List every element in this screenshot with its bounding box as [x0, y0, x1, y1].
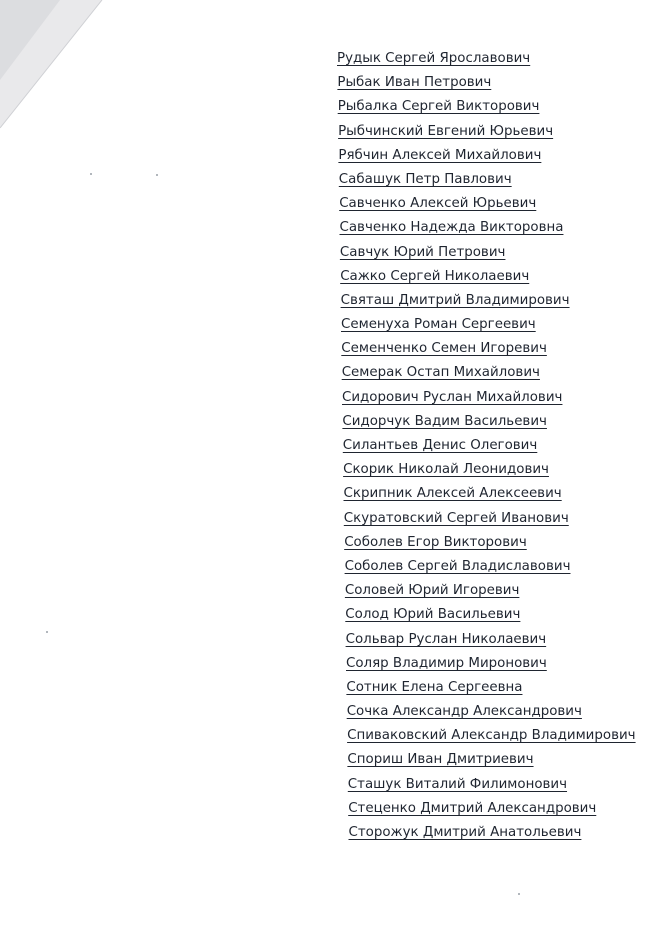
name-text: Рябчин Алексей Михайлович: [338, 147, 542, 163]
name-text: Соляр Владимир Миронович: [346, 655, 547, 671]
name-text: Сидорчук Вадим Васильевич: [342, 413, 547, 429]
name-entry: [337, 387, 636, 411]
name-entry: [337, 72, 636, 96]
names-list: [337, 48, 636, 846]
name-text: Савченко Надежда Викторовна: [339, 220, 564, 236]
name-text: Рыбак Иван Петрович: [337, 75, 492, 91]
name-entry: [337, 556, 636, 580]
name-text: Спиваковский Александр Владимирович: [347, 728, 636, 744]
name-text: Скрипник Алексей Алексеевич: [343, 486, 562, 502]
name-text: Рудык Сергей Ярославович: [337, 51, 531, 66]
name-text: Рыбалка Сергей Викторович: [337, 99, 540, 115]
name-text: Соболев Сергей Владиславович: [344, 558, 571, 574]
name-text: Сочка Александр Александрович: [346, 704, 582, 720]
name-entry: [337, 701, 636, 725]
name-text: Семенченко Семен Игоревич: [341, 341, 547, 357]
name-text: Сидорович Руслан Михайлович: [342, 389, 563, 405]
name-text: Скуратовский Сергей Иванович: [343, 510, 569, 526]
name-entry: [337, 121, 636, 145]
name-text: Святаш Дмитрий Владимирович: [340, 292, 570, 308]
name-entry: [337, 362, 636, 386]
name-entry: [337, 314, 636, 338]
name-entry: [337, 677, 636, 701]
name-entry: [337, 266, 636, 290]
name-text: Сольвар Руслан Николаевич: [345, 631, 547, 647]
name-entry: [337, 48, 636, 72]
name-text: Соловей Юрий Игоревич: [344, 583, 520, 599]
name-text: Сташук Виталий Филимонович: [347, 776, 568, 792]
name-entry: [337, 604, 636, 628]
name-entry: [337, 629, 636, 653]
name-entry: [337, 483, 636, 507]
name-text: Силантьев Денис Олегович: [342, 438, 538, 453]
name-entry: [337, 749, 636, 773]
name-text: Сторожук Дмитрий Анатольевич: [348, 825, 582, 840]
name-entry: [337, 798, 636, 822]
scan-speck: [46, 631, 48, 633]
name-entry: [337, 822, 636, 846]
scan-speck: [90, 173, 92, 175]
name-entry: [337, 193, 636, 217]
name-text: Спориш Иван Дмитриевич: [347, 752, 534, 768]
name-entry: [337, 580, 636, 604]
name-text: Сажко Сергей Николаевич: [340, 268, 530, 284]
name-entry: [337, 532, 636, 556]
name-entry: [337, 435, 636, 459]
name-entry: [337, 169, 636, 193]
name-entry: [337, 242, 636, 266]
name-text: Савчук Юрий Петрович: [339, 244, 506, 260]
name-entry: [337, 774, 636, 798]
name-entry: [337, 411, 636, 435]
name-entry: [337, 96, 636, 120]
name-text: Соболев Егор Викторович: [344, 534, 527, 550]
name-text: Семенуха Роман Сергеевич: [341, 317, 536, 333]
name-text: Стеценко Дмитрий Александрович: [348, 800, 597, 816]
name-text: Скорик Николай Леонидович: [343, 462, 549, 478]
name-entry: [337, 725, 636, 749]
name-entry: [337, 508, 636, 532]
name-text: Сабашук Петр Павлович: [338, 171, 512, 187]
scan-speck: [518, 893, 520, 895]
name-entry: [337, 290, 636, 314]
name-entry: [337, 145, 636, 169]
scan-speck: [156, 174, 158, 176]
name-text: Рыбчинский Евгений Юрьевич: [338, 123, 554, 139]
name-entry: [337, 338, 636, 362]
name-text: Сотник Елена Сергеевна: [346, 679, 523, 695]
name-text: Семерак Остап Михайлович: [341, 365, 540, 381]
name-text: Савченко Алексей Юрьевич: [339, 196, 537, 212]
name-text: Солод Юрий Васильевич: [345, 607, 521, 623]
folded-corner-shadow: [0, 0, 120, 140]
name-entry: [337, 653, 636, 677]
name-entry: [337, 459, 636, 483]
name-entry: [337, 217, 636, 241]
